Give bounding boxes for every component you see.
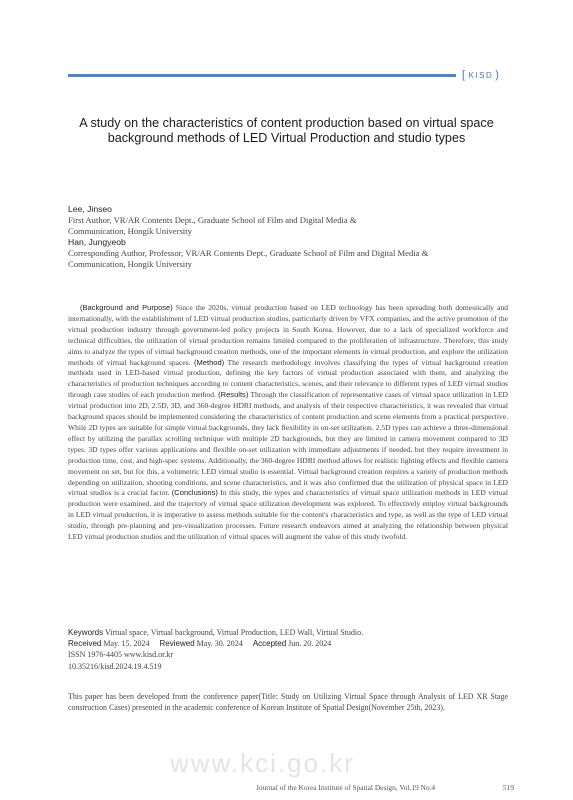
- author-name: Han, Jungyeob: [68, 237, 126, 247]
- reviewed-label: Reviewed: [159, 639, 195, 649]
- author-affiliation: Communication, Hongik University: [68, 259, 192, 269]
- author-affiliation: First Author, VR/AR Contents Dept., Graduate School of Film and Digital Media &: [68, 215, 357, 225]
- footer-journal: Journal of the Korea Institute of Spatial Design, Vol.19 No.4: [256, 783, 436, 792]
- received-date: May. 15. 2024: [103, 639, 150, 649]
- article-meta: [68, 627, 508, 672]
- header-rule: [68, 74, 456, 77]
- received-label: Received: [68, 639, 102, 649]
- issn-line: ISSN 1976-4405 www.kisd.or.kr: [68, 650, 174, 660]
- author-affiliation: Corresponding Author, Professor, VR/AR Contents Dept., Graduate School of Film and Digital Media &: [68, 248, 429, 258]
- logo-bracket-icon: [: [462, 69, 467, 81]
- abstract-tag-method: (Method): [194, 357, 225, 367]
- page-footer: [256, 783, 514, 792]
- keywords-label: Keywords: [68, 628, 104, 637]
- abstract-text: Through the classification of representative cases of virtual space utilization in LED virtual production into 2D, 2.5D, 3D, and 360-degree HDRI methods, and analysis of their respective characteristics, it was revealed that virtual background spaces should be implemented considering the characteristics of content production and scene elements from a practical perspective. While 2D types are suitable for simple virtual backgrounds, they lack flexibility in on-set utilization. 2.5D types can achieve a three-dimensional effect by utilizing the parallax scrolling technique with multiple 2D backgrounds, but they are limited in camera movement compared to 3D types. 3D types offer various applications and flexible on-set utilization with immediate adjustments if needed, but they require investment in production time, cost, and high-spec systems. Additionally, the 360-degree HDRI method allows for realistic lighting effects and flexible camera movement on set, but for this, a volumetric LED virtual studio is essential. Virtual background creation requires a variety of production methods depending on utilization, shooting conditions, and scene characteristics, and it was also confirmed that the utilization of physical space in LED virtual studios is a crucial factor.: [68, 390, 509, 498]
- abstract-text: Since the 2020s, virtual production based on LED technology has been spreading both domestically and internationally, with the establishment of LED virtual production studios, particularly driven by VFX companies, and the active promotion of the virtual production industry through government-led policy projects in South Korea. However, due to a lack of specialized workforce and technical difficulties, the utilization of virtual production remains limited compared to the proliferation of infrastructure. Therefore, this study aims to analyze the types of virtual background creation methods, one of the important elements in virtual production, and explore the utilization methods of virtual background spaces.: [68, 303, 509, 367]
- logo-text: KISD: [468, 70, 494, 80]
- title-line-1: A study on the characteristics of content production based on virtual space: [79, 116, 494, 130]
- abstract-tag-background: (Background and Purpose): [80, 303, 173, 312]
- conference-note: This paper has been developed from the conference paper(Title: Study on Utilizing Virtual Space through Analysis of LED XR Stage construction Cases) presented in the academic conference of Korean Institute of Spatial Design(November 25th, 2023).: [68, 692, 508, 712]
- footer-page-number: 519: [502, 783, 514, 792]
- dates-line: [68, 638, 508, 649]
- abstract-tag-conclusions: (Conclusions): [171, 488, 218, 498]
- doi-line: 10.35216/kisd.2024.19.4.519: [68, 661, 162, 671]
- abstract-text: The research methodology involves classifying the types of virtual background creation methods used in LED-based virtual production, defining the key factors of virtual production associated with them, and analyzing the characteristics of production techniques according to content characteristics, scenes, and their relevance to different types of LED virtual studios through case studies of each production method.: [68, 357, 508, 400]
- paper-title: [40, 116, 533, 146]
- keywords-line: [68, 627, 508, 638]
- kisd-logo: [462, 68, 512, 82]
- keywords-value: Virtual space, Virtual background, Virtual Production, LED Wall, Virtual Studio.: [104, 628, 364, 637]
- author-block: [68, 204, 508, 270]
- abstract: [68, 303, 508, 543]
- reviewed-date: May. 30. 2024: [196, 639, 243, 649]
- accepted-label: Accepted: [252, 639, 287, 649]
- author-affiliation: Communication, Hongik University: [68, 226, 192, 236]
- logo-bracket-icon: ): [495, 69, 501, 81]
- accepted-date: Jun. 20. 2024: [288, 639, 332, 649]
- watermark: www.kci.go.kr: [170, 748, 355, 778]
- author-name: Lee, Jinseo: [68, 204, 112, 214]
- abstract-tag-results: (Results): [218, 390, 249, 400]
- abstract-text: In this study, the types and characteristics of virtual space utilization methods in LED virtual production were examined, and the trajectory of virtual space utilization development was explored. To effectively employ virtual backgrounds in LED virtual production, it is imperative to assess methods suitable for the content's characteristics and type, as well as the type of LED virtual studio, through pre-planning and pre-visualization processes. Future research endeavors aimed at analyzing the relationship between physical LED virtual production studios and the utilization of virtual spaces will augment the value of this study twofold.: [68, 488, 509, 542]
- title-line-2: background methods of LED Virtual Production and studio types: [107, 131, 466, 145]
